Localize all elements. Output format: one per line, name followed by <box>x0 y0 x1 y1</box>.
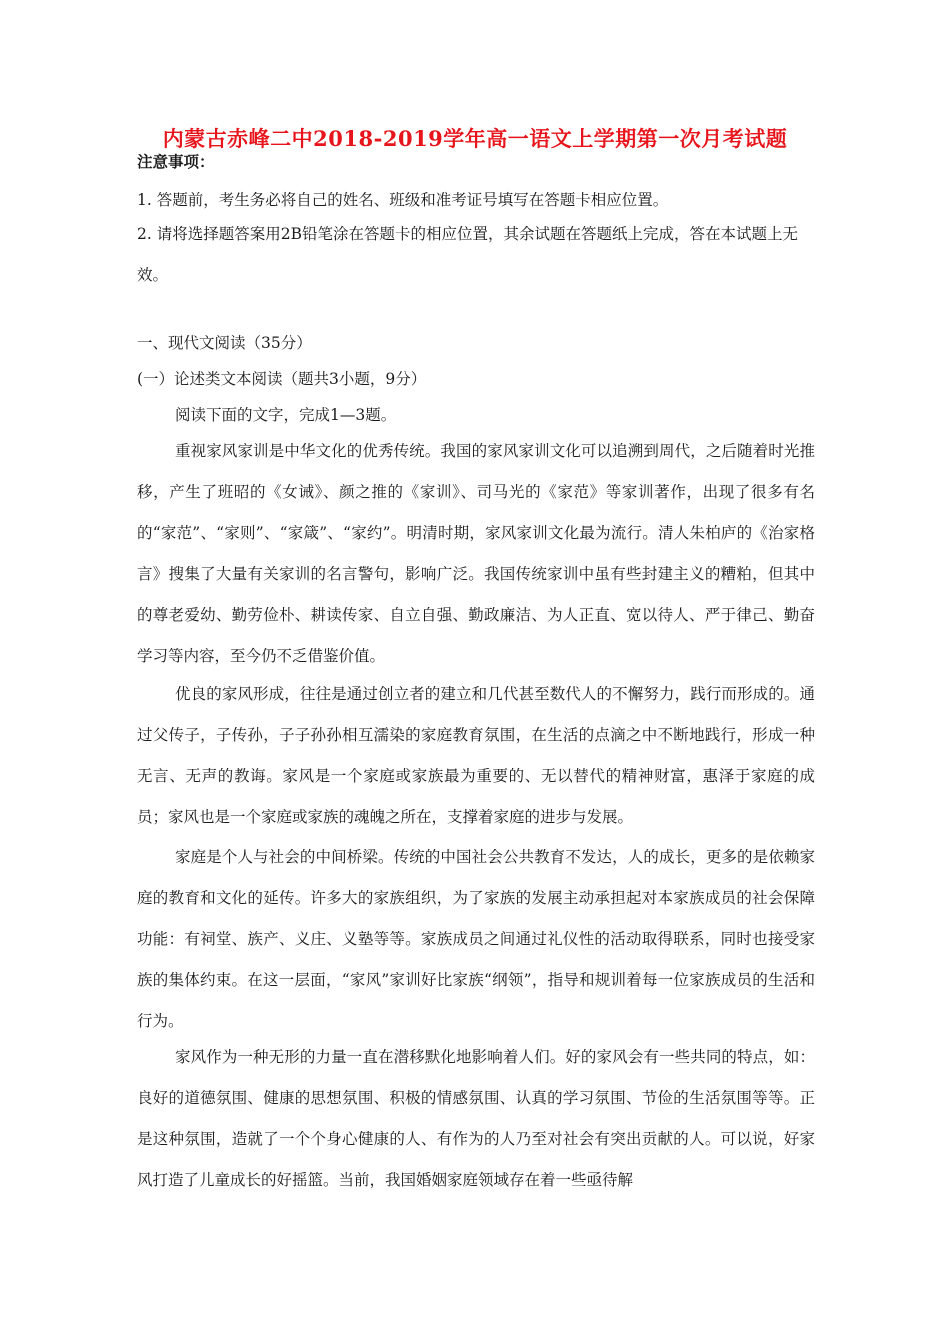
paragraph-4: 家风作为一种无形的力量一直在潜移默化地影响着人们。好的家风会有一些共同的特点，如：良好的道德氛围、健康的思想氛围、积极的情感氛围、认真的学习氛围、节俭的生活氛围等等。正是这种氛围，造就了一个个身心健康的人、有作为的人乃至对社会有突出贡献的人。可以说，好家风打造了儿童成长的好摇篮。当前，我国婚姻家庭领域存在着一些亟待解 <box>137 1048 815 1189</box>
paragraph-2: 优良的家风形成，往往是通过创立者的建立和几代甚至数代人的不懈努力，践行而形成的。通过父传子，子传孙，子子孙孙相互濡染的家庭教育氛围，在生活的点滴之中不断地践行，形成一种无言、无声的教诲。家风是一个家庭或家族最为重要的、无以替代的精神财富，惠泽于家庭的成员；家风也是一个家庭或家族的魂魄之所在，支撑着家庭的进步与发展。 <box>137 685 815 826</box>
paragraph-3: 家庭是个人与社会的中间桥梁。传统的中国社会公共教育不发达，人的成长，更多的是依赖家庭的教育和文化的延传。许多大的家族组织，为了家族的发展主动承担起对本家族成员的社会保障功能：有祠堂、族产、义庄、义塾等等。家族成员之间通过礼仪性的活动取得联系，同时也接受家族的集体约束。在这一层面，“家风”家训好比家族“纲领”，指导和规训着每一位家族成员的生活和行为。 <box>137 848 815 1030</box>
reading-instruction: 阅读下面的文字，完成1—3题。 <box>175 406 397 424</box>
notice-item-1: 1. 答题前，考生务必将自己的姓名、班级和准考证号填写在答题卡相应位置。 <box>137 191 669 209</box>
subsection-heading: (一）论述类文本阅读（题共3小题，9分） <box>137 370 427 388</box>
paragraph-1: 重视家风家训是中华文化的优秀传统。我国的家风家训文化可以追溯到周代，之后随着时光推移，产生了班昭的《女诫》、颜之推的《家训》、司马光的《家范》等家训著作，出现了很多有名的“家范”、“家则”、“家箴”、“家约”。明清时期，家风家训文化最为流行。清人朱柏庐的《治家格言》搜集了大量有关家训的名言警句，影响广泛。我国传统家训中虽有些封建主义的糟粕，但其中的尊老爱幼、勤劳俭朴、耕读传家、自立自强、勤政廉洁、为人正直、宽以待人、严于律己、勤奋学习等内容，至今仍不乏借鉴价值。 <box>137 442 815 665</box>
notice-item-2: 2. 请将选择题答案用2B铅笔涂在答题卡的相应位置，其余试题在答题纸上完成，答在本试题上无效。 <box>137 225 798 284</box>
document-title: 内蒙古赤峰二中2018-2019学年高一语文上学期第一次月考试题 <box>162 126 788 151</box>
notice-heading: 注意事项： <box>137 152 215 171</box>
section-heading: 一、现代文阅读（35分） <box>137 334 312 352</box>
